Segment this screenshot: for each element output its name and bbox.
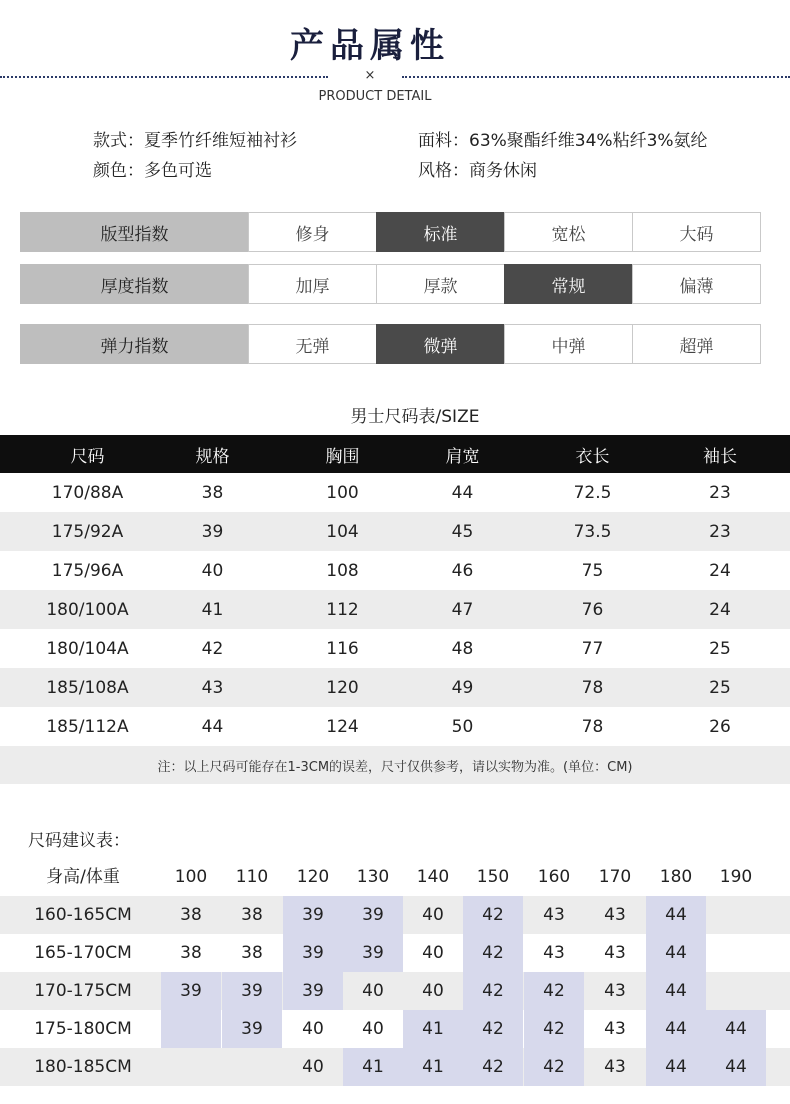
table-cell: 112 — [326, 599, 359, 620]
table-cell: 44 — [706, 1010, 766, 1048]
table-row — [0, 972, 790, 1010]
table-cell: 42 — [463, 1048, 523, 1086]
table-cell: 42 — [463, 934, 523, 972]
table-cell: 124 — [326, 716, 359, 737]
table-cell: 73.5 — [573, 521, 612, 542]
size-header-cell: 尺码 — [70, 446, 105, 467]
weight-header-cell: 170 — [598, 867, 632, 887]
table-cell: 40 — [422, 981, 444, 1001]
table-cell: 185/108A — [46, 677, 129, 698]
table-cell: 44 — [646, 1048, 706, 1086]
table-cell: 42 — [463, 896, 523, 934]
table-cell: 23 — [709, 521, 731, 542]
table-cell: 75 — [581, 560, 604, 581]
table-cell: 40 — [422, 905, 444, 925]
table-cell: 185/112A — [46, 716, 129, 737]
weight-header-cell: 120 — [296, 867, 330, 887]
table-cell: 43 — [604, 1019, 626, 1039]
attr-fabric: 面料：63%聚酯纤维34%粘纤3%氨纶 — [418, 131, 708, 151]
table-row — [0, 629, 790, 668]
index-option: 加厚 — [248, 264, 377, 304]
weight-header-cell: 150 — [476, 867, 510, 887]
index-option: 厚款 — [376, 264, 505, 304]
table-cell: 38 — [241, 905, 263, 925]
table-cell: 42 — [524, 1048, 584, 1086]
table-cell: 43 — [604, 981, 626, 1001]
table-cell: 25 — [709, 677, 731, 698]
index-option: 大码 — [632, 212, 761, 252]
table-row — [0, 512, 790, 551]
attr-style: 款式：夏季竹纤维短袖衬衫 — [93, 131, 297, 151]
table-cell: 44 — [646, 934, 706, 972]
index-option: 超弹 — [632, 324, 761, 364]
weight-header-cell: 160 — [537, 867, 571, 887]
table-cell: 42 — [524, 972, 584, 1010]
table-cell — [706, 934, 766, 972]
table-cell: 42 — [463, 1010, 523, 1048]
table-row — [0, 473, 790, 512]
table-cell: 39 — [283, 896, 343, 934]
table-cell — [706, 896, 766, 934]
table-cell: 38 — [180, 905, 202, 925]
table-cell: 45 — [451, 521, 474, 542]
table-row — [0, 590, 790, 629]
size-header-cell: 胸围 — [325, 446, 360, 467]
table-cell: 38 — [180, 943, 202, 963]
table-cell: 39 — [201, 521, 224, 542]
index-option: 微弹 — [376, 324, 505, 364]
table-cell: 40 — [201, 560, 224, 581]
table-cell: 44 — [646, 972, 706, 1010]
size-chart-body — [0, 473, 790, 746]
size-header-cell: 袖长 — [703, 446, 737, 467]
table-cell: 44 — [646, 896, 706, 934]
weight-header-cell: 140 — [416, 867, 450, 887]
table-cell: 175/96A — [51, 560, 124, 581]
table-row — [0, 1048, 790, 1086]
weight-header-cell: 190 — [719, 867, 753, 887]
table-cell: 43 — [604, 905, 626, 925]
size-chart-header — [0, 435, 790, 473]
table-cell: 40 — [422, 943, 444, 963]
table-cell — [161, 1010, 221, 1048]
size-chart-note: 注：以上尺码可能存在1-3CM的误差，尺寸仅供参考，请以实物为准。(单位：CM) — [0, 746, 790, 784]
height-label: 170-175CM — [34, 981, 132, 1001]
table-cell: 44 — [201, 716, 224, 737]
table-cell — [161, 1048, 221, 1086]
table-cell: 42 — [524, 1010, 584, 1048]
table-cell: 41 — [201, 599, 224, 620]
suggest-corner-label: 身高/体重 — [46, 867, 120, 887]
size-header-cell: 规格 — [195, 446, 230, 467]
table-cell: 39 — [343, 896, 403, 934]
table-cell: 43 — [201, 677, 224, 698]
dotted-divider-left — [0, 76, 328, 78]
table-cell: 39 — [161, 972, 221, 1010]
table-row — [0, 707, 790, 746]
table-row — [0, 1010, 790, 1048]
table-cell: 24 — [709, 560, 731, 581]
index-option: 常规 — [504, 264, 633, 304]
table-cell: 47 — [451, 599, 474, 620]
attr-color: 颜色：多色可选 — [93, 161, 212, 181]
table-cell: 44 — [706, 1048, 766, 1086]
height-label: 165-170CM — [34, 943, 132, 963]
table-cell: 40 — [362, 981, 384, 1001]
weight-header-cell: 110 — [235, 867, 269, 887]
table-cell — [706, 972, 766, 1010]
attr-genre: 风格：商务休闲 — [418, 161, 537, 181]
weight-header-cell: 180 — [659, 867, 693, 887]
height-label: 175-180CM — [34, 1019, 132, 1039]
table-cell: 43 — [543, 905, 565, 925]
height-label: 160-165CM — [34, 905, 132, 925]
page-title: 产品属性 — [290, 26, 450, 66]
table-cell: 42 — [463, 972, 523, 1010]
table-cell: 24 — [709, 599, 731, 620]
close-icon: × — [364, 68, 376, 83]
table-cell: 44 — [451, 482, 474, 503]
dotted-divider-right — [402, 76, 790, 78]
table-cell: 43 — [604, 943, 626, 963]
table-cell: 39 — [222, 972, 282, 1010]
table-cell: 39 — [283, 934, 343, 972]
table-cell: 104 — [326, 521, 359, 542]
suggest-chart-title: 尺码建议表： — [28, 831, 130, 851]
size-chart-table — [0, 435, 790, 784]
table-cell: 39 — [283, 972, 343, 1010]
table-cell: 180/100A — [46, 599, 129, 620]
table-cell: 40 — [362, 1019, 384, 1039]
table-cell: 49 — [451, 677, 474, 698]
index-label: 厚度指数 — [20, 264, 249, 304]
table-cell: 38 — [241, 943, 263, 963]
table-cell: 23 — [709, 482, 731, 503]
suggest-chart-header — [0, 858, 790, 896]
table-cell: 78 — [581, 716, 604, 737]
table-row — [0, 896, 790, 934]
table-cell: 100 — [326, 482, 359, 503]
table-cell: 39 — [343, 934, 403, 972]
table-cell: 43 — [543, 943, 565, 963]
table-cell: 43 — [604, 1057, 626, 1077]
page-subtitle: PRODUCT DETAIL — [318, 89, 432, 104]
table-cell: 48 — [451, 638, 474, 659]
index-label: 版型指数 — [20, 212, 249, 252]
table-cell: 116 — [326, 638, 359, 659]
table-cell: 42 — [201, 638, 224, 659]
table-row — [0, 934, 790, 972]
index-row — [20, 212, 761, 252]
table-cell: 40 — [302, 1019, 324, 1039]
table-cell: 120 — [326, 677, 359, 698]
table-row — [0, 551, 790, 590]
index-label: 弹力指数 — [20, 324, 249, 364]
index-option: 宽松 — [504, 212, 633, 252]
table-cell: 38 — [201, 482, 224, 503]
index-option: 偏薄 — [632, 264, 761, 304]
index-option: 修身 — [248, 212, 377, 252]
index-option: 无弹 — [248, 324, 377, 364]
table-cell: 25 — [709, 638, 731, 659]
table-cell: 46 — [451, 560, 474, 581]
size-chart-title: 男士尺码表/SIZE — [350, 407, 480, 427]
table-cell: 175/92A — [51, 521, 124, 542]
table-cell: 50 — [451, 716, 474, 737]
table-cell: 170/88A — [51, 482, 124, 503]
table-cell: 26 — [709, 716, 731, 737]
size-header-cell: 衣长 — [575, 446, 610, 467]
index-option: 中弹 — [504, 324, 633, 364]
table-cell: 44 — [646, 1010, 706, 1048]
table-cell: 78 — [581, 677, 604, 698]
table-cell: 41 — [403, 1048, 463, 1086]
table-cell: 180/104A — [46, 638, 129, 659]
table-cell: 41 — [403, 1010, 463, 1048]
table-cell: 40 — [302, 1057, 324, 1077]
index-row — [20, 324, 761, 364]
table-cell: 72.5 — [573, 482, 612, 503]
weight-header-cell: 130 — [356, 867, 390, 887]
table-cell: 77 — [581, 638, 604, 659]
table-cell: 39 — [222, 1010, 282, 1048]
index-row — [20, 264, 761, 304]
table-row — [0, 668, 790, 707]
height-label: 180-185CM — [34, 1057, 132, 1077]
index-option: 标准 — [376, 212, 505, 252]
table-cell: 76 — [581, 599, 604, 620]
size-header-cell: 肩宽 — [445, 446, 480, 467]
table-cell: 41 — [343, 1048, 403, 1086]
weight-header-cell: 100 — [174, 867, 208, 887]
table-cell — [222, 1048, 282, 1086]
table-cell: 108 — [326, 560, 359, 581]
